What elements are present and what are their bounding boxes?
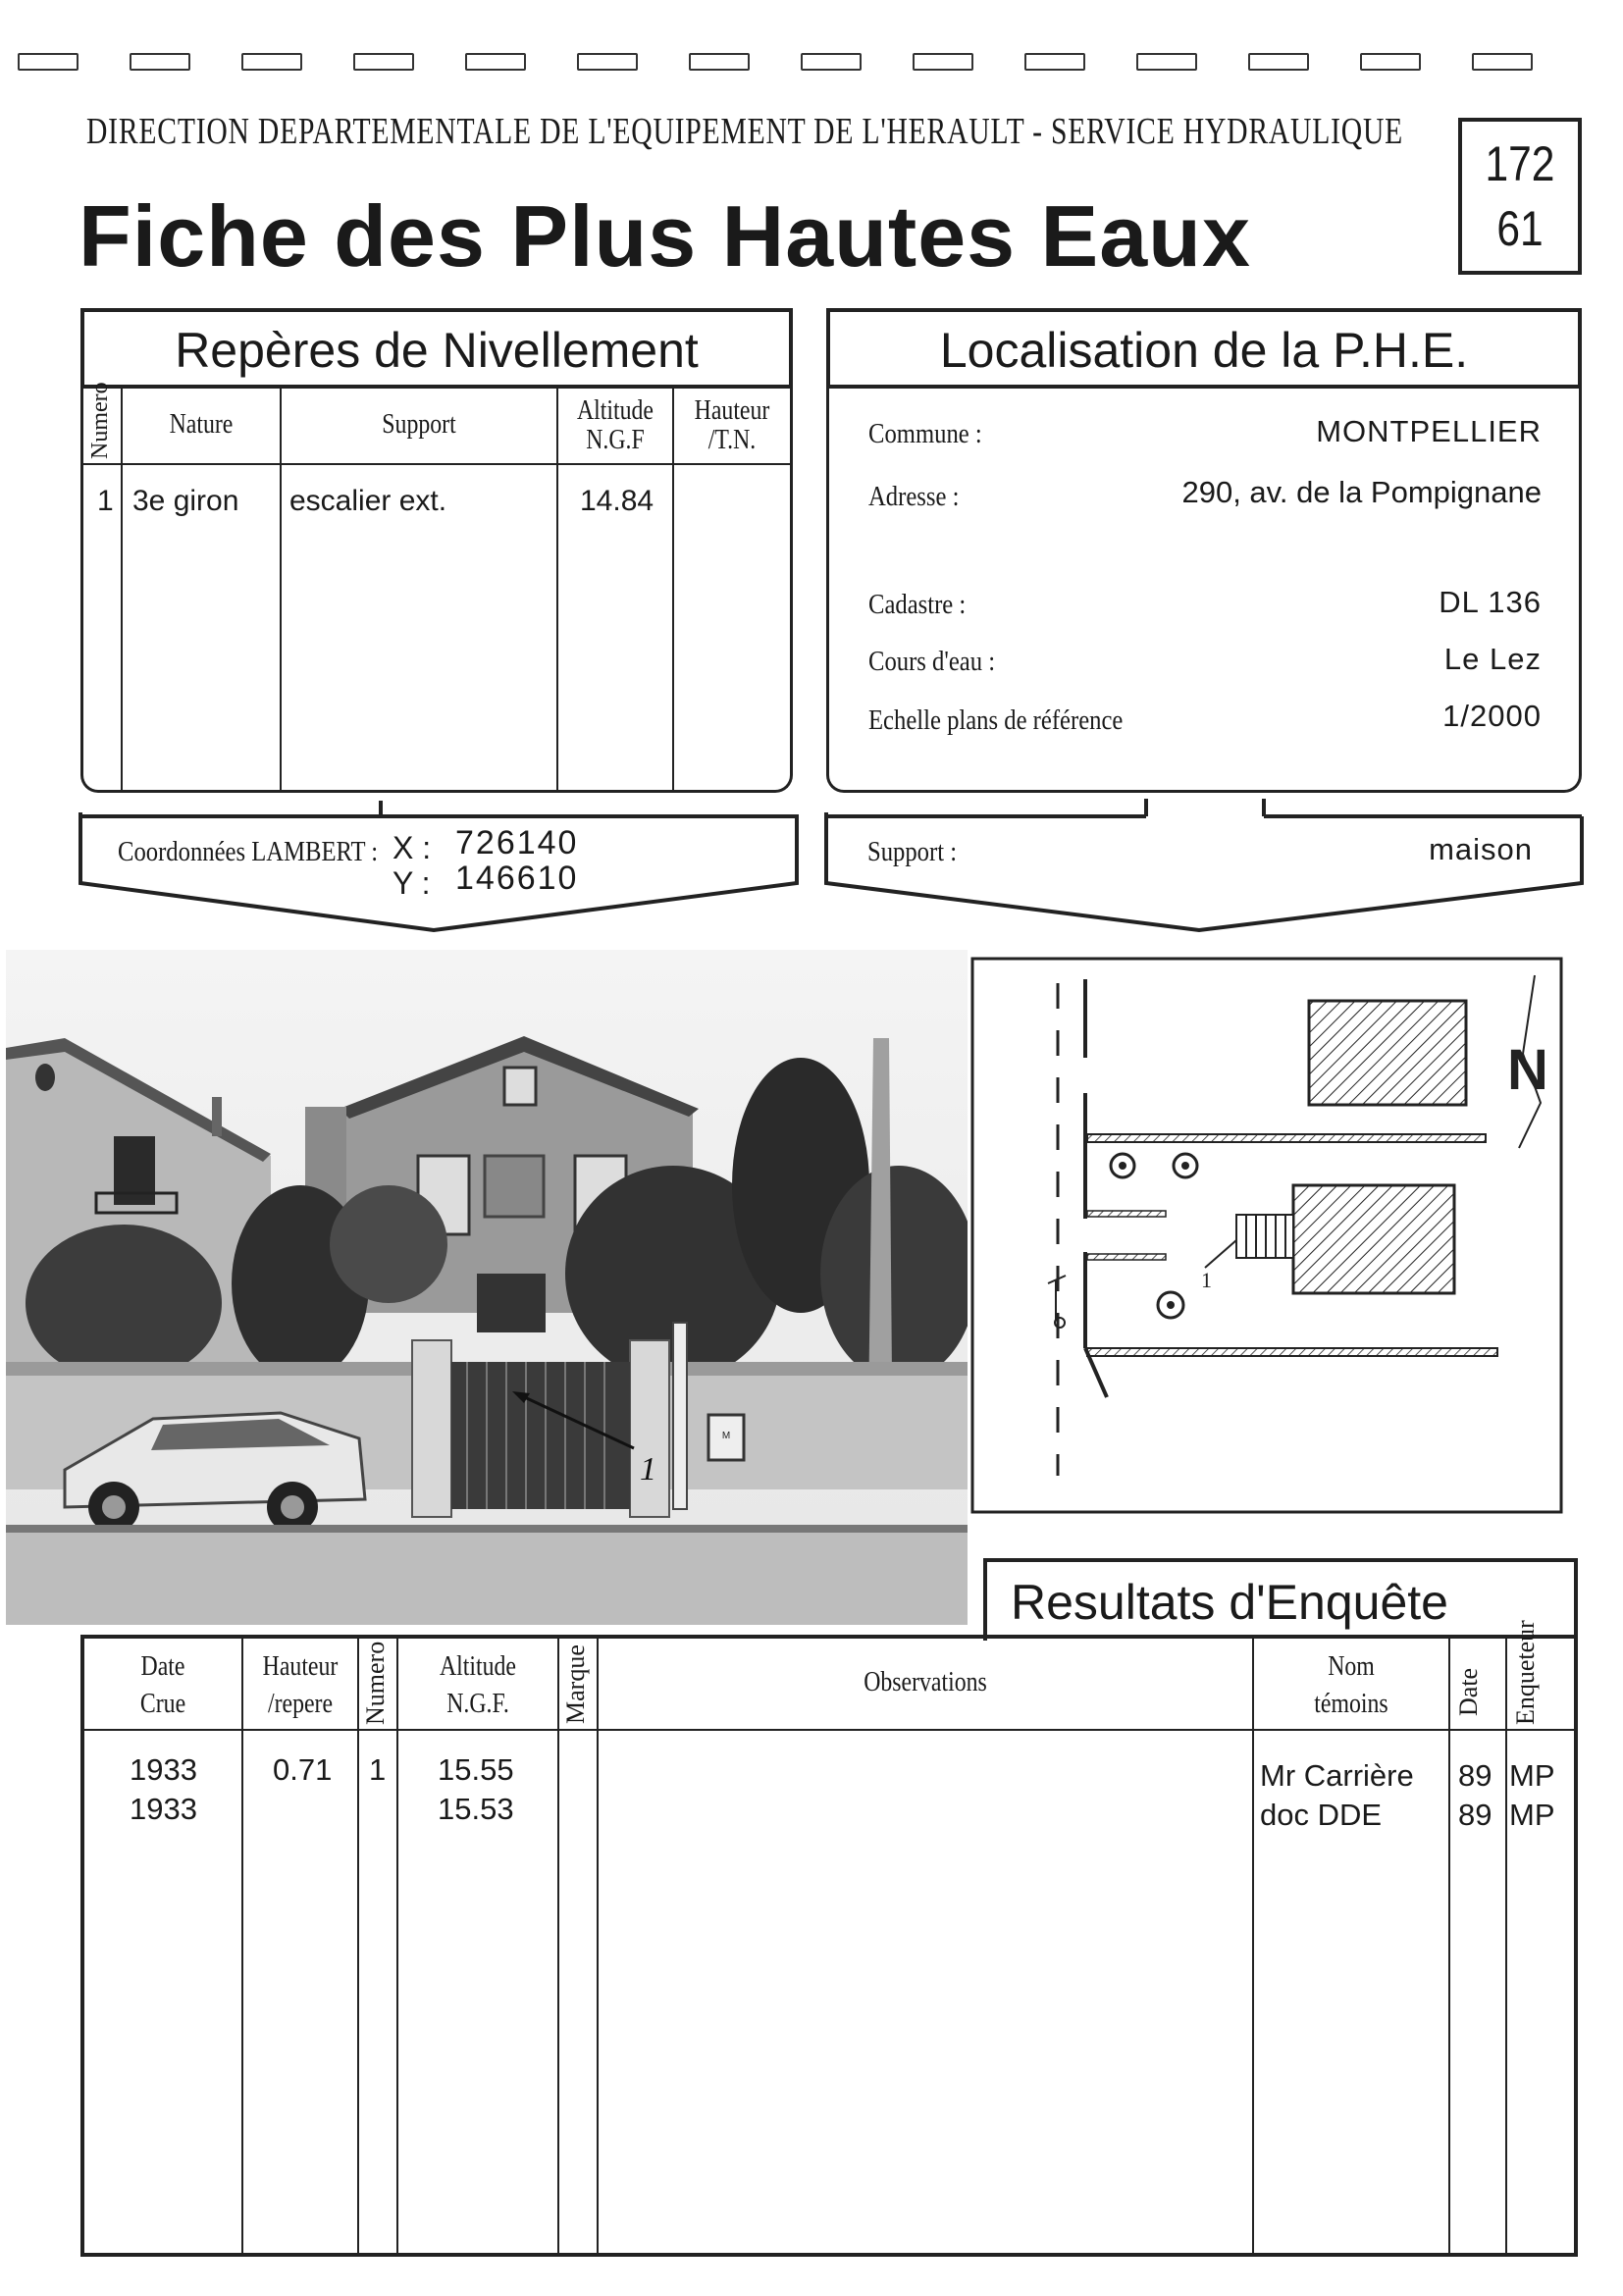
binder-hole: [913, 53, 973, 71]
localisation-box: [826, 389, 1582, 793]
col-header-altitude-ngf: [410, 1648, 546, 1723]
col-header-temoins: [1269, 1648, 1434, 1723]
sheet-number-top: 172: [1485, 136, 1555, 191]
row-temoin: Mr Carrière: [1260, 1758, 1414, 1793]
support-label: Support :: [867, 836, 958, 867]
col-header-hauteur-line1: Hauteur: [694, 395, 770, 426]
coord-y-label: Y :: [393, 865, 431, 901]
col-header-date: Date: [1454, 1667, 1483, 1716]
coord-y-value: 146610: [455, 860, 579, 897]
col-header-numero: Numero: [361, 1641, 390, 1725]
row-date-crue: 1933: [130, 1752, 197, 1787]
binder-hole: [18, 53, 79, 71]
mailbox-label: M: [721, 1431, 731, 1441]
house-photo: [6, 950, 968, 1625]
binder-hole: [241, 53, 302, 71]
plan-marker: 1: [1201, 1268, 1212, 1292]
binder-hole: [465, 53, 526, 71]
support-value: maison: [1429, 832, 1533, 866]
coord-x-value: 726140: [455, 824, 579, 861]
echelle-label: Echelle plans de référence: [868, 704, 1124, 736]
row-altitude: 15.53: [438, 1792, 514, 1826]
binder-hole: [1360, 53, 1421, 71]
col-header-date-crue-line1: Date: [140, 1651, 185, 1682]
page-title: Fiche des Plus Hautes Eaux: [79, 187, 1251, 285]
site-plan: [969, 956, 1564, 1515]
row-numero: 1: [369, 1752, 387, 1787]
binder-hole: [1472, 53, 1533, 71]
cadastre-label: Cadastre :: [868, 589, 967, 620]
col-header-hauteur-line1: Hauteur: [262, 1651, 339, 1682]
col-header-observations: Observations: [864, 1667, 987, 1697]
binder-hole: [1024, 53, 1085, 71]
col-header-date-crue-line2: Crue: [139, 1689, 186, 1719]
row-numero: 1: [97, 485, 114, 517]
col-header-hauteur-line2: /T.N.: [707, 425, 757, 455]
adresse-value: 290, av. de la Pompignane: [1181, 475, 1542, 509]
commune-value: MONTPELLIER: [1316, 414, 1542, 448]
organization-header: DIRECTION DEPARTEMENTALE DE L'EQUIPEMENT DE L'HERAULT - SERVICE HYDRAULIQUE: [86, 111, 1404, 152]
col-header-altitude-line1: Altitude: [576, 395, 654, 426]
col-header-altitude-line2: N.G.F: [586, 425, 645, 455]
binder-hole: [689, 53, 750, 71]
row-enqueteur: MP: [1509, 1798, 1555, 1832]
col-header-altitude-line2: N.G.F.: [446, 1689, 509, 1719]
col-header-hauteur-repere: [252, 1648, 349, 1723]
binder-hole: [353, 53, 414, 71]
col-header-altitude-line1: Altitude: [439, 1651, 516, 1682]
photo-marker: 1: [640, 1451, 656, 1487]
row-altitude: 14.84: [580, 485, 654, 517]
col-header-date-crue: [96, 1648, 230, 1723]
col-header-altitude: [567, 396, 664, 455]
sheet-number-bottom: 61: [1496, 201, 1544, 256]
row-hauteur: 0.71: [273, 1752, 333, 1787]
resultats-table: [80, 1620, 1578, 2257]
cours-value: Le Lez: [1443, 642, 1542, 676]
col-header-marque: Marque: [561, 1644, 590, 1725]
col-header-nom-line2: témoins: [1314, 1689, 1388, 1719]
row-temoin: doc DDE: [1260, 1798, 1383, 1832]
adresse-label: Adresse :: [868, 481, 960, 512]
row-enqueteur: MP: [1509, 1758, 1555, 1793]
coord-x-label: X :: [393, 830, 432, 865]
row-date-crue: 1933: [130, 1792, 197, 1826]
col-header-numero: Numero: [87, 382, 113, 459]
col-header-hauteur: [683, 396, 781, 455]
row-altitude: 15.55: [438, 1752, 514, 1787]
row-date: 89: [1458, 1758, 1492, 1793]
binder-hole: [1248, 53, 1309, 71]
commune-label: Commune :: [868, 418, 982, 449]
north-arrow-icon: N: [1507, 1038, 1548, 1102]
col-header-hauteur-line2: /repere: [267, 1689, 334, 1719]
row-date: 89: [1458, 1798, 1492, 1832]
reperes-table: [80, 382, 793, 793]
binder-hole: [130, 53, 190, 71]
row-nature: 3e giron: [132, 485, 239, 517]
row-support: escalier ext.: [289, 485, 447, 517]
col-header-nom-line1: Nom: [1328, 1651, 1375, 1682]
col-header-enqueteur: Enqueteur: [1511, 1620, 1540, 1725]
echelle-value: 1/2000: [1442, 699, 1542, 733]
cadastre-value: DL 136: [1439, 585, 1542, 619]
cours-label: Cours d'eau :: [868, 646, 996, 677]
col-header-support: Support: [382, 409, 456, 440]
sheet-number-box: [1458, 118, 1582, 275]
binder-hole: [1136, 53, 1197, 71]
resultats-title: Resultats d'Enquête: [1011, 1575, 1448, 1630]
binder-hole: [577, 53, 638, 71]
col-header-nature: Nature: [169, 409, 234, 440]
coords-label: Coordonnées LAMBERT :: [118, 836, 379, 867]
binder-hole: [801, 53, 862, 71]
reperes-title: Repères de Nivellement: [80, 308, 793, 389]
localisation-title: Localisation de la P.H.E.: [826, 308, 1582, 389]
